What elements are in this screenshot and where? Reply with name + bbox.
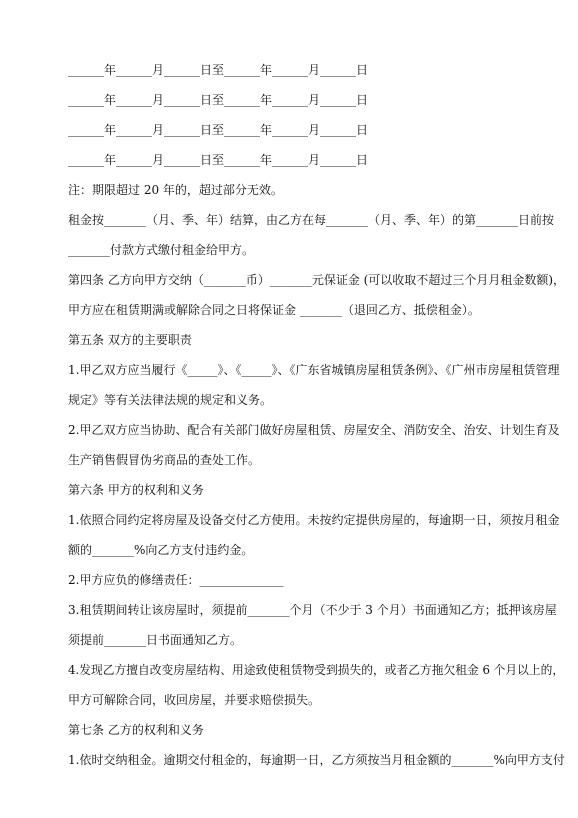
article-6-heading: 第六条 甲方的权利和义务 [68,483,204,497]
article-5-item: 规定》等有关法律法规的规定和义务。 [68,393,273,407]
article-5-item: 2.甲乙双方应当协助、配合有关部门做好房屋租赁、房屋安全、消防安全、治安、计划生育及 [68,423,560,437]
rent-payment-line: 租金按_______（月、季、年）结算，由乙方在每_______（月、季、年）的第_______日前按 [68,213,555,227]
term-note: 注：期限超过 20 年的，超过部分无效。 [68,183,283,197]
article-7-heading: 第七条 乙方的权利和义务 [68,723,204,737]
article-6-item: 额的_______%向乙方支付违约金。 [68,543,254,557]
article-6-item: 4.发现乙方擅自改变房屋结构、用途致使租赁物受到损失的，或者乙方拖欠租金 6 个月以上的， [68,663,565,677]
article-6-item: 甲方可解除合同，收回房屋，并要求赔偿损失。 [68,693,321,707]
article-4-line: 甲方应在租赁期满或解除合同之日将保证金 _______（退回乙方、抵偿租金）。 [68,303,480,317]
rent-payment-line: _______付款方式缴付租金给甲方。 [68,243,255,257]
article-6-item: 须提前_______日书面通知乙方。 [68,633,243,647]
article-4-line: 第四条 乙方向甲方交纳（_______币）_______元保证金 (可以收取不超过三个月月租金数额)， [68,273,565,287]
article-5-item: 1.甲乙双方应当履行《_____》、《_____》、《广东省城镇房屋租赁条例》、《广州市房屋租赁管理 [68,363,560,377]
article-6-item: 1.依照合同约定将房屋及设备交付乙方使用。未按约定提供房屋的，每逾期一日，须按月租金 [68,513,560,527]
article-6-item: 3.租赁期间转让该房屋时，须提前_______个月（不少于 3 个月）书面通知乙方；抵押该房屋 [68,603,557,617]
lease-period-line: ______年______月______日至______年______月______日 [68,153,369,167]
lease-period-line: ______年______月______日至______年______月______日 [68,123,369,137]
lease-period-line: ______年______月______日至______年______月______日 [68,63,369,77]
article-7-item: 1.依时交纳租金。逾期交付租金的，每逾期一日，乙方须按当月租金额的_______%向甲方支付 [68,753,565,767]
article-5-heading: 第五条 双方的主要职责 [68,333,192,347]
article-6-item: 2.甲方应负的修缮责任：______________ [68,573,284,587]
lease-period-line: ______年______月______日至______年______月______日 [68,93,369,107]
article-5-item: 生产销售假冒伪劣商品的查处工作。 [68,453,261,467]
